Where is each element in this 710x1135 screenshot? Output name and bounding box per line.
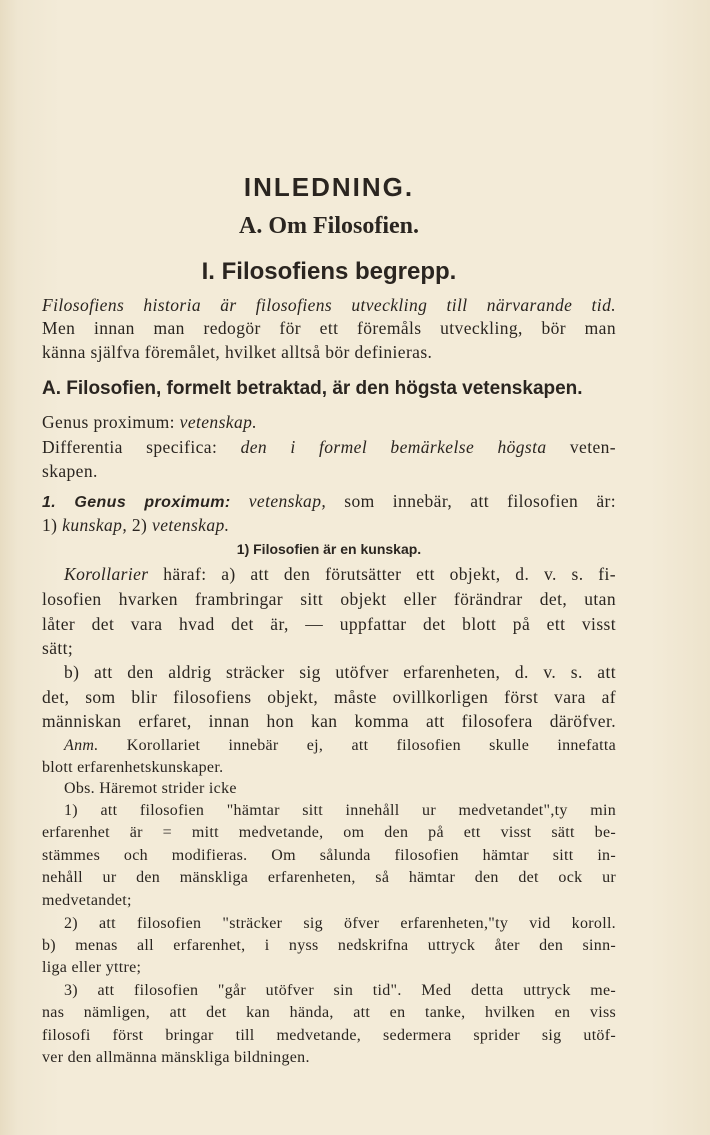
note-text: Korollariet innebär ej, att filosofien skulle innefatta xyxy=(126,737,617,754)
point-1-label: 1. Genus proximum: xyxy=(42,494,231,511)
genus-value: vetenskap. xyxy=(179,412,258,432)
subsection-heading: A. Filosofien, formelt betraktad, är den högsta vetenskapen. xyxy=(42,378,583,399)
note-line: 3) att filosofien "går utöfver sin tid". Med detta uttryck me- xyxy=(64,982,616,999)
note-line: 2) att filosofien "sträcker sig öfver erfarenheten,"ty vid koroll. xyxy=(64,915,616,932)
point-1-text: som innebär, att filosofien är: xyxy=(344,491,616,511)
corollary-line: människan erfaret, innan hon kan komma att filosofera däröfver. xyxy=(42,711,616,731)
intro-line: Men innan man redogör för ett föremåls utveckling, bör man xyxy=(42,318,616,338)
definition-genus xyxy=(42,411,616,433)
corollary-line: låter det vara hvad det är, — uppfattar det blott på ett visst xyxy=(42,614,616,634)
note-line: ver den allmänna mänskliga bildningen. xyxy=(42,1049,310,1066)
term: vetenskap. xyxy=(152,515,230,535)
note-line xyxy=(42,735,616,757)
note-line: filosofi först bringar till medvetande, sedermera sprider sig utöf- xyxy=(42,1027,616,1044)
corollary-text: häraf: a) att den förutsätter ett objekt, d. v. s. fi- xyxy=(163,564,617,584)
corollary-term: Korollarier xyxy=(64,564,149,584)
point-1-line2 xyxy=(42,514,616,536)
corollary-line: b) att den aldrig sträcker sig utöfver erfarenheten, d. v. s. att xyxy=(64,662,616,682)
note-line: liga eller yttre; xyxy=(42,959,142,976)
intro-line: känna själfva föremålet, hvilket alltså bör definieras. xyxy=(42,342,433,362)
note-line: blott erfarenhetskunskaper. xyxy=(42,759,224,776)
definition-differentia xyxy=(42,436,616,458)
note-line: Obs. Häremot strider icke xyxy=(64,780,237,797)
intro-line: Filosofiens historia är filosofiens utveckling till närvarande tid. xyxy=(42,295,616,315)
corollary-line: det, som blir filosofiens objekt, måste ovillkorligen först vara af xyxy=(42,687,616,707)
page-heading: INLEDNING. xyxy=(243,172,415,202)
note-line: erfarenhet är = mitt medvetande, om den på ett visst sätt be- xyxy=(42,824,616,841)
note-label: Anm. xyxy=(64,737,99,754)
corollary-line: losofien hvarken frambringar sitt objekt eller förändrar det, utan xyxy=(42,589,616,609)
point-1 xyxy=(42,490,616,514)
subsub-heading: 1) Filosofien är en kunskap. xyxy=(236,541,422,557)
note-line: b) menas all erfarenhet, i nyss nedskrifna uttryck åter den sinn- xyxy=(42,937,616,954)
corollary-line: sätt; xyxy=(42,638,74,658)
note-line: nas nämligen, att det kan hända, att en tanke, hvilken en viss xyxy=(42,1004,616,1021)
corollary-line xyxy=(42,563,616,585)
diff-label: Differentia specifica: xyxy=(42,437,218,457)
note-line: 1) att filosofien "hämtar sitt innehåll ur medvetandet",ty min xyxy=(64,802,616,819)
definition-cont: skapen. xyxy=(42,461,98,481)
term: kunskap, xyxy=(62,515,128,535)
enum: 2) xyxy=(131,515,148,535)
note-line: nehåll ur den mänskliga erfarenheten, så hämtar den det ock ur xyxy=(42,869,616,886)
note-line: medvetandet; xyxy=(42,892,132,909)
diff-value-end: veten- xyxy=(569,437,616,457)
section-title: I. Filosofiens begrepp. xyxy=(201,258,457,285)
diff-value: den i formel bemärkelse högsta xyxy=(240,437,547,457)
note-line: stämmes och modifieras. Om sålunda filosofien hämtar sitt in- xyxy=(42,847,616,864)
enum: 1) xyxy=(42,515,58,535)
part-title: A. Om Filosofien. xyxy=(239,213,419,239)
genus-label: Genus proximum: xyxy=(42,412,175,432)
point-1-italic: vetenskap, xyxy=(248,491,327,511)
